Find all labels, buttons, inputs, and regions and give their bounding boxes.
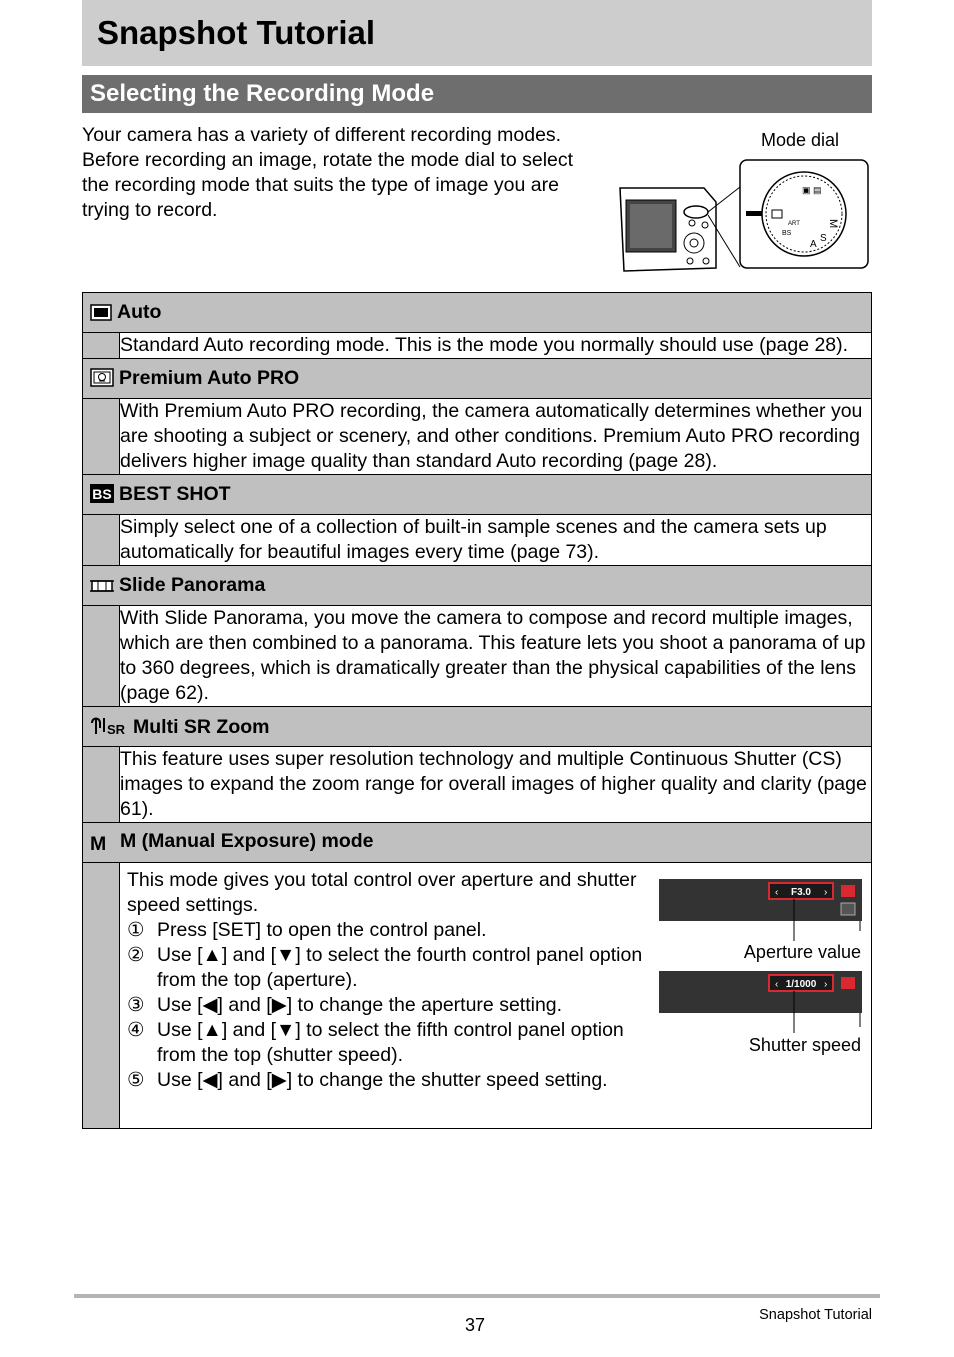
svg-text:‹: ‹ xyxy=(775,887,779,898)
mode-title: Slide Panorama xyxy=(119,574,266,596)
mode-row-best-shot xyxy=(83,515,872,566)
aperture-value-label: Aperture value xyxy=(743,942,861,962)
page-title: Snapshot Tutorial xyxy=(97,14,376,51)
intro-paragraph: Your camera has a variety of different recording modes. Before recording an image, rotate the mode dial to select the recording mode that suits the type of image you are trying to record. xyxy=(82,124,574,221)
mode-title: BEST SHOT xyxy=(119,483,231,505)
section-title: Selecting the Recording Mode xyxy=(90,80,435,107)
step-5: ⑤ Use [◀] and [▶] to change the shutter speed setting. xyxy=(127,1069,608,1091)
mode-title: Premium Auto PRO xyxy=(119,367,300,389)
mode-title: Auto xyxy=(117,301,162,323)
mode-title: Multi SR Zoom xyxy=(133,716,270,738)
mode-row-premium-auto-pro xyxy=(83,399,872,475)
mode-dial-icon xyxy=(740,160,868,268)
mode-row-multi-sr-zoom xyxy=(83,747,872,823)
multi-sr-zoom-icon xyxy=(90,714,128,736)
mode-header-multi-sr-zoom xyxy=(83,707,872,747)
mode-header-premium-auto-pro xyxy=(83,359,872,399)
step-4: ④ Use [▲] and [▼] to select the fifth control panel option from the top (shutter speed). xyxy=(127,1019,624,1066)
mode-description: Standard Auto recording mode. This is the mode you normally should use (page 28). xyxy=(120,333,872,359)
mode-description: This feature uses super resolution technology and multiple Continuous Shutter (CS) images to expand the zoom range for overall images of higher quality and clarity (page 61). xyxy=(120,747,872,823)
mode-row-slide-panorama xyxy=(83,606,872,707)
svg-text:‹: ‹ xyxy=(775,979,779,990)
svg-text:›: › xyxy=(824,979,828,990)
svg-text:A: A xyxy=(810,239,817,250)
mode-description: With Premium Auto PRO recording, the camera automatically determines whether you are shooting a subject or scenery, and other conditions. Premium Auto PRO recording delivers higher image quality than standard Auto recording (page 28). xyxy=(120,399,872,475)
step-1: ① Press [SET] to open the control panel. xyxy=(127,919,487,941)
manual-intro: This mode gives you total control over aperture and shutter speed settings. xyxy=(127,869,637,916)
mode-header-auto xyxy=(83,293,872,333)
step-2: ② Use [▲] and [▼] to select the fourth control panel option from the top (aperture). xyxy=(127,944,643,991)
svg-text:BS: BS xyxy=(92,486,112,502)
mode-title: M (Manual Exposure) mode xyxy=(120,829,374,852)
svg-text:SR: SR xyxy=(107,722,126,736)
camera-body-icon xyxy=(620,187,740,271)
auto-mode-icon xyxy=(90,304,112,321)
svg-text:BS: BS xyxy=(782,230,792,237)
mode-row-manual xyxy=(83,863,872,1129)
svg-text:M: M xyxy=(827,219,839,229)
svg-text:S: S xyxy=(820,233,827,244)
mode-dial-label: Mode dial xyxy=(761,130,840,150)
svg-text:F3.0: F3.0 xyxy=(790,887,812,898)
slide-panorama-icon xyxy=(90,578,114,594)
mode-description: Simply select one of a collection of built-in sample scenes and the camera sets up automatically for beautiful images every time (page 73). xyxy=(120,515,872,566)
mode-header-manual xyxy=(83,823,872,863)
footer-divider xyxy=(74,1294,880,1298)
shutter-lcd-screenshot xyxy=(659,971,862,1033)
section-header xyxy=(82,75,872,113)
page-title-bar xyxy=(82,0,872,66)
best-shot-icon xyxy=(90,484,114,503)
svg-text:ART: ART xyxy=(788,221,800,227)
premium-auto-pro-icon xyxy=(90,368,114,387)
svg-text:1/1000: 1/1000 xyxy=(785,979,817,990)
mode-header-best-shot xyxy=(83,475,872,515)
mode-description: With Slide Panorama, you move the camera to compose and record multiple images, which are then combined to a panorama. This feature lets you shoot a panorama of up to 360 degrees, which is dramatically greater than the physical capabilities of the lens (page 62). xyxy=(120,606,872,707)
recording-modes-table xyxy=(82,292,872,1129)
svg-text:›: › xyxy=(824,887,828,898)
footer-section-title: Snapshot Tutorial xyxy=(759,1307,872,1323)
camera-mode-dial-illustration xyxy=(612,155,874,279)
step-3: ③ Use [◀] and [▶] to change the aperture setting. xyxy=(127,994,563,1016)
aperture-lcd-screenshot xyxy=(659,879,862,941)
manual-mode-icon: M xyxy=(90,832,107,855)
shutter-speed-label: Shutter speed xyxy=(748,1035,861,1055)
page-number: 37 xyxy=(465,1315,486,1335)
manual-instructions xyxy=(127,868,647,1093)
mode-row-auto xyxy=(83,333,872,359)
svg-text:▣ ▤: ▣ ▤ xyxy=(802,185,822,195)
mode-header-slide-panorama xyxy=(83,566,872,606)
